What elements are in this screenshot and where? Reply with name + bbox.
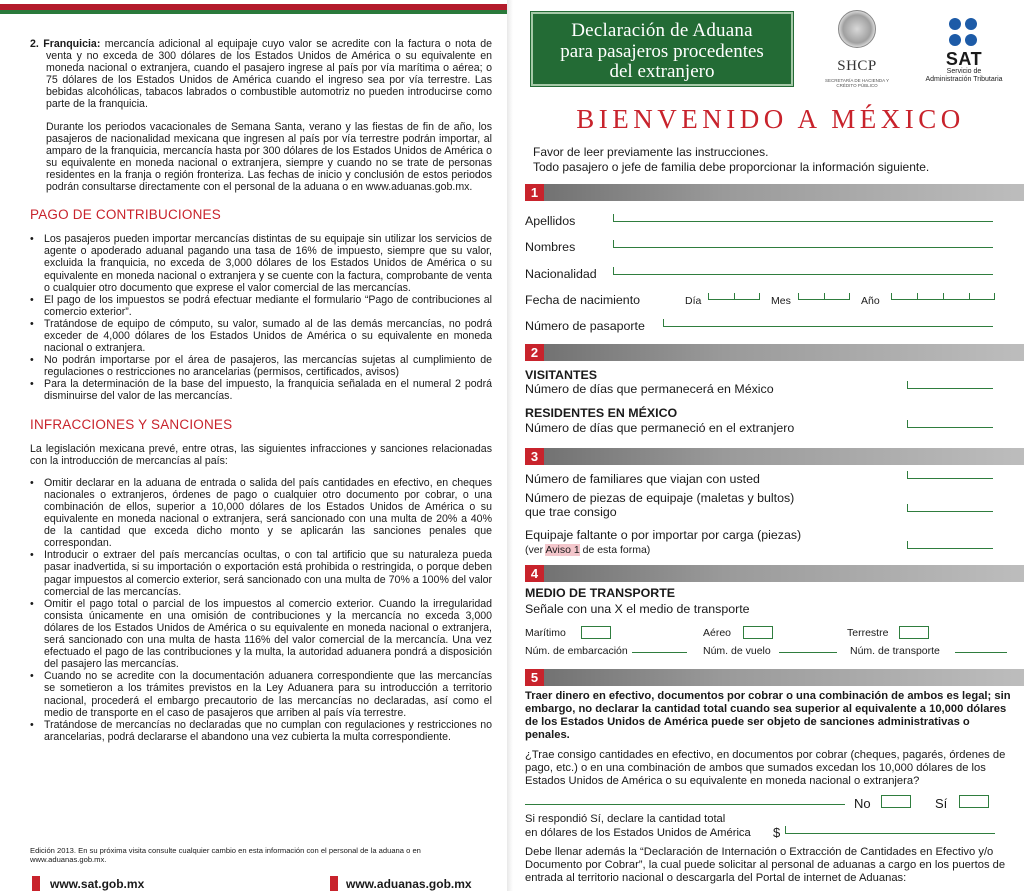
section-4-bar	[525, 565, 1024, 582]
footer-url-sat[interactable]: www.sat.gob.mx	[50, 877, 145, 891]
intro-line-2: Todo pasajero o jefe de familia debe proporcionar la información siguiente.	[533, 160, 930, 174]
aereo-checkbox[interactable]	[743, 626, 773, 639]
footer-red-mark	[330, 876, 338, 891]
infracciones-list	[30, 477, 492, 743]
shcp-name: SHCP	[837, 58, 877, 74]
edition-note: Edición 2013. En su próxima visita consulte cualquier cambio en esta información con el personal de la aduana o en www.aduanas.gob.mx.	[30, 846, 421, 864]
question-separator	[525, 797, 845, 805]
nombres-label: Nombres	[525, 240, 576, 254]
list-item: • El pago de los impuestos se podrá efectuar mediante el formulario “Pago de contribuciones al comercio exterior”.	[30, 294, 492, 318]
residentes-question: Número de días que permaneció en el extranjero	[525, 421, 795, 435]
pago-heading: PAGO DE CONTRIBUCIONES	[30, 207, 221, 223]
no-label: No	[854, 796, 871, 811]
section-5-number: 5	[525, 669, 544, 686]
transporte-heading: MEDIO DE TRANSPORTE	[525, 586, 676, 600]
visitantes-heading: VISITANTES	[525, 368, 598, 382]
dia-field[interactable]	[708, 292, 760, 300]
dollar-sign: $	[773, 825, 781, 840]
aviso-link[interactable]: Aviso 1	[545, 544, 580, 556]
visitantes-question: Número de días que permanecerá en México	[525, 382, 774, 396]
page-gutter	[507, 0, 517, 891]
section-2-number: 2	[525, 344, 544, 361]
nacionalidad-label: Nacionalidad	[525, 267, 597, 281]
list-item: • Introducir o extraer del país mercancías ocultas, o con tal artificio que su naturaleza pueda pasar inadvertida, si su importación o exportación está prohibida o restringida, o porque deben pagar impuestos al comercio exterior, será sancionado con una multa de 70% a 100% del valor comercial de las mercancías.	[30, 549, 492, 597]
piezas-field[interactable]	[907, 504, 993, 512]
sat-name: SAT	[945, 49, 983, 69]
list-item: • Omitir declarar en la aduana de entrada o salida del país cantidades en efectivo, en cheques nacionales o extranjeros, órdenes de pago o cualquier otro documento por cobrar, o una combinación de ellos, superior a 10,000 dólares de los Estados Unidos de América o su equivalente en moneda nacional o extranjera, será sancionado con una multa de 20% a 40% de la cantidad que exceda dicho monto y se aplicarán las sanciones penales que correspondan.	[30, 477, 492, 550]
sat-dots-icon	[949, 18, 979, 48]
title-line-1: Declaración de Aduana	[571, 20, 753, 41]
ano-label: Año	[861, 295, 880, 307]
top-color-strip	[0, 0, 507, 14]
faltante-label: Equipaje faltante o por importar por carga (piezas)	[525, 528, 802, 542]
respondio-line-2: en dólares de los Estados Unidos de América	[525, 827, 751, 839]
ver-text: (ver	[525, 544, 544, 556]
section-5-bar	[525, 669, 1024, 686]
list-item: • Para la determinación de la base del impuesto, la franquicia señalada en el numeral 2 podrá disminuirse del valor de las mercancías.	[30, 378, 492, 402]
no-checkbox[interactable]	[881, 795, 911, 808]
declaration-title-box	[531, 12, 793, 86]
left-footer	[0, 872, 507, 891]
franquicia-text: mercancía adicional al equipaje cuyo valor se acredite con la factura o nota de venta y no exceda de 300 dólares de los Estados Unidos de América o su equivalente en moneda nacional o extranjera, cuando el pasajero ingrese al país por vía marítima o aérea; o 75 dólares de los Estados Unidos de América cuando el ingreso sea por vía terrestre. Las bebidas alcohólicas, tabacos labrados o combustible automotriz no pueden introducirse como parte de la franquicia.	[46, 38, 493, 111]
dia-label: Día	[685, 295, 702, 307]
infracciones-intro: La legislación mexicana prevé, entre otras, las siguientes infracciones y sanciones relacionadas con la introducción de mercancías al país:	[30, 442, 492, 467]
shcp-subtitle: SECRETARÍA DE HACIENDA Y CRÉDITO PÚBLICO	[824, 78, 890, 88]
si-checkbox[interactable]	[959, 795, 989, 808]
nacionalidad-field[interactable]	[613, 267, 993, 275]
llenar-text: Debe llenar además la “Declaración de Internación o Extracción de Cantidades en Efectivo y/o Documento por Cobrar”, la cual puede solicitar al personal de aduanas a cargo en los puertos de entrada al territorio nacional o descargarla del Portal de internet de Aduanas:	[525, 846, 1006, 885]
residentes-heading: RESIDENTES EN MÉXICO	[525, 406, 678, 420]
vuelo-label: Núm. de vuelo	[703, 645, 771, 657]
section-4-number: 4	[525, 565, 544, 582]
terrestre-label: Terrestre	[847, 627, 889, 639]
amount-field[interactable]	[785, 826, 995, 834]
pasaporte-field[interactable]	[663, 319, 993, 327]
title-line-3: del extranjero	[609, 61, 715, 82]
fecha-label: Fecha de nacimiento	[525, 293, 641, 307]
respondio-line-1: Si respondió Sí, declare la cantidad total	[525, 813, 726, 825]
intro-line-1: Favor de leer previamente las instrucciones.	[533, 145, 769, 159]
sat-subtitle-2: Administración Tributaria	[925, 76, 1003, 83]
piezas-label-1: Número de piezas de equipaje (maletas y bultos)	[525, 491, 795, 505]
sat-logo	[917, 14, 1011, 84]
infracciones-heading: INFRACCIONES Y SANCIONES	[30, 416, 233, 432]
list-item: • Omitir el pago total o parcial de los impuestos al comercio exterior. Cuando la irregularidad consista únicamente en una omisión de contribuciones y la mercancía no exceda 3,000 dólares de los Estados Unidos de América o su equivalente en moneda nacional o extranjera, será sancionado con una multa de hasta 116% del valor comercial de la mercancía. Una vez efectuado el pago de las contribuciones y la multa, la autoridad aduanera pondrá a disposición del pasajero las mercancías.	[30, 598, 492, 671]
franquicia-paragraph	[30, 38, 492, 111]
section-1-bar	[525, 184, 1024, 201]
faltante-field[interactable]	[907, 541, 993, 549]
apellidos-label: Apellidos	[525, 214, 576, 228]
mes-field[interactable]	[798, 292, 850, 300]
sat-subtitle-1: Servicio de	[946, 68, 982, 75]
maritimo-checkbox[interactable]	[581, 626, 611, 639]
nombres-field[interactable]	[613, 240, 993, 248]
left-page	[0, 0, 507, 891]
section-3-bar	[525, 448, 1024, 465]
section-1-number: 1	[525, 184, 544, 201]
aviso-reference	[525, 544, 650, 556]
visitantes-days-field[interactable]	[907, 381, 993, 389]
transporte-instructions: Señale con una X el medio de transporte	[525, 602, 750, 616]
list-item: • No podrán importarse por el área de pasajeros, las mercancías sujetas al cumplimiento de regulaciones o restricciones no arancelarias (permisos, certificados, avisos)	[30, 354, 492, 378]
right-page	[517, 0, 1024, 891]
footer-red-mark	[32, 876, 40, 891]
piezas-label-2: que trae consigo	[525, 505, 617, 519]
pago-list	[30, 233, 492, 402]
pasaporte-label: Número de pasaporte	[525, 319, 645, 333]
franquicia-label: 2. Franquicia:	[30, 38, 101, 50]
section-2-bar	[525, 344, 1024, 361]
si-label: Sí	[935, 796, 948, 811]
list-item: • Tratándose de mercancías no declaradas que no cumplan con regulaciones y restricciones no arancelarias, podrá declararse el abandono una vez cubierta la multa correspondiente.	[30, 719, 492, 743]
ver-text-end: de esta forma)	[582, 544, 651, 556]
list-item: • Cuando no se acredite con la documentación aduanera correspondiente que las mercancías se sometieron a los trámites previstos en la Ley Aduanera para su introducción a territorio nacional, procederá el embargo precautorio de las mercancías no declaradas, así como el medio de transporte en el caso de pasajeros que arriben al país vía terrestre.	[30, 670, 492, 718]
familiares-field[interactable]	[907, 471, 993, 479]
shcp-logo	[821, 10, 893, 94]
mexico-seal-icon	[838, 10, 876, 48]
welcome-heading: BIENVENIDO A MÉXICO	[576, 104, 965, 134]
residentes-days-field[interactable]	[907, 420, 993, 428]
list-item: • Tratándose de equipo de cómputo, su valor, sumado al de las demás mercancías, no podrá exceder de 4,000 dólares de los Estados Unidos de América o su equivalente en moneda nacional o extranjera.	[30, 318, 492, 354]
transporte-num-field[interactable]	[955, 645, 1007, 653]
footer-url-aduanas[interactable]: www.aduanas.gob.mx	[346, 877, 472, 891]
vacaciones-paragraph: Durante los periodos vacacionales de Semana Santa, verano y las fiestas de fin de año, los pasajeros de nacionalidad mexicana que ingresen al país por vía terrestre podrán importar, al amparo de la franquicia, mercancía hasta por 300 dólares de los Estados Unidos de América o su equivalente en moneda nacional o extranjera, siempre y cuando no se trate de personas residentes en la franja o región fronteriza. Las fechas de inicio y conclusión de estos periodos podrán consultarse directamente con el personal de la aduana o en www.aduanas.gob.mx.	[46, 120, 492, 194]
apellidos-field[interactable]	[613, 214, 993, 222]
section-3-number: 3	[525, 448, 544, 465]
terrestre-checkbox[interactable]	[899, 626, 929, 639]
embarcacion-field[interactable]	[632, 645, 687, 653]
embarcacion-label: Núm. de embarcación	[525, 645, 628, 657]
maritimo-label: Marítimo	[525, 627, 566, 639]
cash-question: ¿Trae consigo cantidades en efectivo, en documentos por cobrar (cheques, pagarés, órdenes de pago, etc.) o en una combinación de ambos que sumados excedan los 10,000 dólares de los Estados Unidos de América o su equivalente en moneda nacional o extranjera?	[525, 749, 1006, 788]
transporte-num-label: Núm. de transporte	[850, 645, 940, 657]
list-item: • Los pasajeros pueden importar mercancías distintas de su equipaje sin utilizar los servicios de agente o apoderado aduanal pagando una tasa de 16% de impuesto, siempre que su valor, excluida la franquicia, no exceda de 3,000 dólares de los Estados Unidos de América o su equivalente en moneda nacional o extranjera y se cuente con la factura, comprobante de venta o cualquier otro documento que exprese el valor comercial de las mercancías.	[30, 233, 492, 293]
ano-field[interactable]	[891, 292, 995, 300]
vuelo-field[interactable]	[779, 645, 837, 653]
cash-warning: Traer dinero en efectivo, documentos por cobrar o una combinación de ambos es legal; sin embargo, no declarar la cantidad total cuando sea superior al equivalente a 10,000 dólares de los Estados Unidos de América puede ser objeto de sanciones administrativas o penales.	[525, 690, 1011, 741]
title-line-2: para pasajeros procedentes	[560, 41, 764, 62]
mes-label: Mes	[771, 295, 791, 307]
left-content	[30, 38, 492, 743]
intro-text	[533, 145, 929, 175]
aereo-label: Aéreo	[703, 627, 732, 639]
familiares-label: Número de familiares que viajan con usted	[525, 472, 760, 486]
